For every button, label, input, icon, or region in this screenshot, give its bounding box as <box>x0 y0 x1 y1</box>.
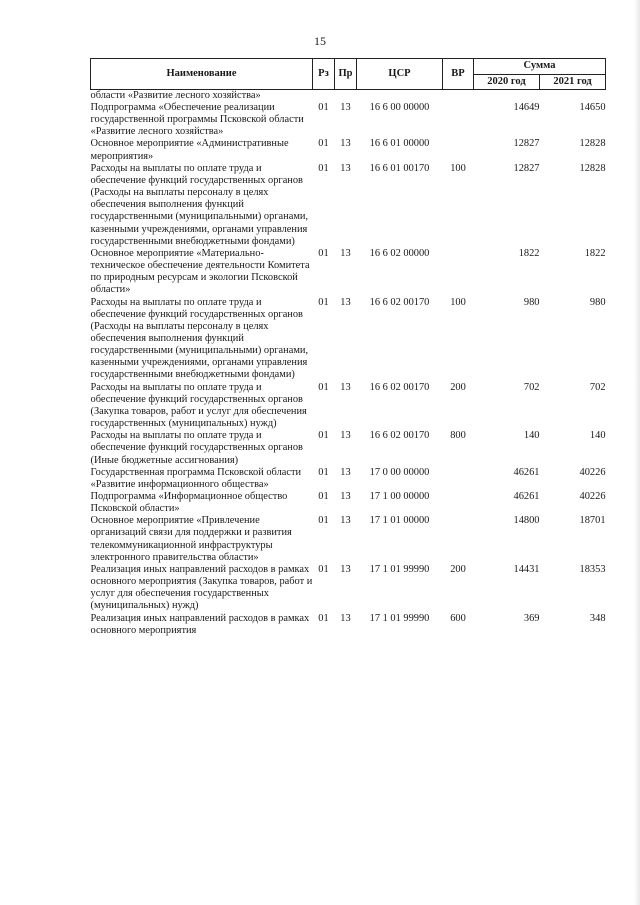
cell-rz: 01 <box>318 102 329 113</box>
cell-vr: 100 <box>450 296 466 308</box>
cell-s1: 1822 <box>518 247 540 259</box>
cell-s1: 14649 <box>513 102 540 113</box>
cell-name: Расходы на выплаты по оплате труда и обеспечение функций государственных органов (Расходы на выплаты персоналу в целях обеспечения выполнения функций государственными (муниципальными) органами, казенными учреждениями, органами управления государственными внебюджетными фондами) <box>90 162 309 247</box>
cell-rz: 01 <box>318 296 329 308</box>
cell-s1: 12827 <box>513 162 540 174</box>
cell-csr <box>357 90 443 103</box>
cell-vr <box>443 102 474 138</box>
cell-rz: 01 <box>318 466 329 478</box>
cell-pr: 13 <box>340 466 351 478</box>
cell-pr: 13 <box>340 247 351 259</box>
header-pr: Пр <box>335 59 357 90</box>
scan-edge-shadow <box>634 0 640 905</box>
cell-vr: 800 <box>450 430 466 442</box>
cell-csr: 16 6 02 00170 <box>369 430 430 442</box>
cell-rz: 01 <box>318 247 329 259</box>
table-row <box>91 90 606 103</box>
cell-s1: 46261 <box>513 491 540 502</box>
cell-s1: 14431 <box>513 563 540 575</box>
cell-s2: 980 <box>589 296 606 308</box>
cell-s2: 1822 <box>584 247 606 259</box>
budget-table <box>90 58 606 637</box>
cell-rz: 01 <box>318 612 329 624</box>
table-row <box>91 515 606 564</box>
header-csr: ЦСР <box>357 59 443 90</box>
cell-s1: 702 <box>523 381 540 393</box>
cell-rz: 01 <box>318 491 329 502</box>
cell-rz: 01 <box>318 162 329 174</box>
cell-s2: 40226 <box>579 466 606 478</box>
cell-csr: 16 6 02 00170 <box>369 381 430 393</box>
cell-pr: 13 <box>340 296 351 308</box>
cell-csr: 17 0 00 00000 <box>369 466 430 478</box>
cell-s1: 140 <box>523 430 540 442</box>
cell-vr <box>443 90 474 103</box>
cell-pr: 13 <box>340 381 351 393</box>
cell-s2: 12828 <box>579 138 606 150</box>
cell-csr: 17 1 00 00000 <box>369 491 430 502</box>
cell-name: Расходы на выплаты по оплате труда и обеспечение функций государственных органов (Закупка товаров, работ и услуг для обеспечения государственных (муниципальных) нужд) <box>90 381 307 430</box>
cell-csr: 16 6 02 00170 <box>369 296 430 308</box>
cell-vr: 200 <box>450 563 466 575</box>
cell-pr: 13 <box>340 102 351 113</box>
cell-pr: 13 <box>340 515 351 527</box>
cell-vr <box>443 467 474 491</box>
cell-s2: 348 <box>589 612 606 624</box>
cell-s2: 14650 <box>579 102 606 113</box>
cell-name: Основное мероприятие «Административные мероприятия» <box>90 138 289 162</box>
cell-name: Расходы на выплаты по оплате труда и обеспечение функций государственных органов (Расходы на выплаты персоналу в целях обеспечения выполнения функций государственными (муниципальными) органами, казенными учреждениями, органами управления государственными внебюджетными фондами) <box>90 296 309 381</box>
cell-name: Реализация иных направлений расходов в рамках основного мероприятия (Закупка товаров, работ и услуг для обеспечения государственных (муниципальных) нужд) <box>90 563 313 612</box>
table-header <box>91 59 606 90</box>
table-row <box>91 382 606 431</box>
cell-s2: 18353 <box>579 563 606 575</box>
cell-csr: 16 6 02 00000 <box>369 247 430 259</box>
cell-vr: 100 <box>450 162 466 174</box>
cell-vr <box>443 491 474 515</box>
cell-pr: 13 <box>340 491 351 502</box>
cell-s2: 702 <box>589 381 606 393</box>
table-row <box>91 491 606 515</box>
cell-csr: 17 1 01 99990 <box>369 612 430 624</box>
table-row <box>91 248 606 297</box>
cell-rz: 01 <box>318 430 329 442</box>
cell-name: Расходы на выплаты по оплате труда и обеспечение функций государственных органов (Иные бюджетные ассигнования) <box>90 430 303 466</box>
cell-s2: 18701 <box>579 515 606 527</box>
cell-s1: 980 <box>523 296 540 308</box>
cell-csr: 17 1 01 00000 <box>369 515 430 527</box>
cell-vr <box>443 248 474 297</box>
cell-name: Подпрограмма «Обеспечение реализации государственной программы Псковской области «Развитие лесного хозяйства» <box>90 102 304 138</box>
cell-s1: 369 <box>523 612 540 624</box>
header-vr: ВР <box>443 59 474 90</box>
cell-s2 <box>540 90 606 103</box>
cell-pr <box>335 90 357 103</box>
cell-pr: 13 <box>340 162 351 174</box>
cell-rz <box>313 90 335 103</box>
cell-name: области «Развитие лесного хозяйства» <box>90 90 261 101</box>
header-rz: Рз <box>313 59 335 90</box>
cell-csr: 16 6 01 00000 <box>369 138 430 150</box>
table-row <box>91 138 606 162</box>
table-row <box>91 102 606 138</box>
table-row <box>91 467 606 491</box>
cell-vr <box>443 515 474 564</box>
header-year-2020: 2020 год <box>474 74 540 90</box>
cell-name: Основное мероприятие «Привлечение организаций связи для поддержки и развития телекоммуникационной инфраструктуры электронного правительства области» <box>90 515 292 563</box>
table-row <box>91 613 606 637</box>
table-row <box>91 430 606 466</box>
cell-s2: 12828 <box>579 162 606 174</box>
cell-pr: 13 <box>340 138 351 150</box>
cell-s2: 40226 <box>579 491 606 502</box>
cell-csr: 17 1 01 99990 <box>369 563 430 575</box>
page-number: 15 <box>314 34 326 48</box>
cell-s2: 140 <box>589 430 606 442</box>
cell-rz: 01 <box>318 563 329 575</box>
table-row <box>91 297 606 382</box>
cell-name: Реализация иных направлений расходов в рамках основного мероприятия <box>90 612 310 636</box>
cell-name: Подпрограмма «Информационное общество Псковской области» <box>90 491 288 515</box>
cell-pr: 13 <box>340 430 351 442</box>
table-row <box>91 163 606 248</box>
header-year-2021: 2021 год <box>540 74 606 90</box>
cell-vr <box>443 138 474 162</box>
cell-rz: 01 <box>318 515 329 527</box>
cell-rz: 01 <box>318 138 329 150</box>
cell-s1: 46261 <box>513 466 540 478</box>
cell-csr: 16 6 00 00000 <box>369 102 430 113</box>
cell-pr: 13 <box>340 563 351 575</box>
table-body <box>91 90 606 637</box>
cell-csr: 16 6 01 00170 <box>369 162 430 174</box>
header-sum: Сумма <box>474 59 606 75</box>
cell-rz: 01 <box>318 381 329 393</box>
cell-vr: 600 <box>450 612 466 624</box>
cell-s1: 12827 <box>513 138 540 150</box>
cell-s1 <box>474 90 540 103</box>
cell-pr: 13 <box>340 612 351 624</box>
cell-vr: 200 <box>450 381 466 393</box>
cell-name: Государственная программа Псковской области «Развитие информационного общества» <box>90 466 302 490</box>
table-row <box>91 564 606 613</box>
cell-name: Основное мероприятие «Материально-техническое обеспечение деятельности Комитета по природным ресурсам и экологии Псковской области» <box>90 247 310 296</box>
cell-s1: 14800 <box>513 515 540 527</box>
header-name: Наименование <box>91 59 313 90</box>
